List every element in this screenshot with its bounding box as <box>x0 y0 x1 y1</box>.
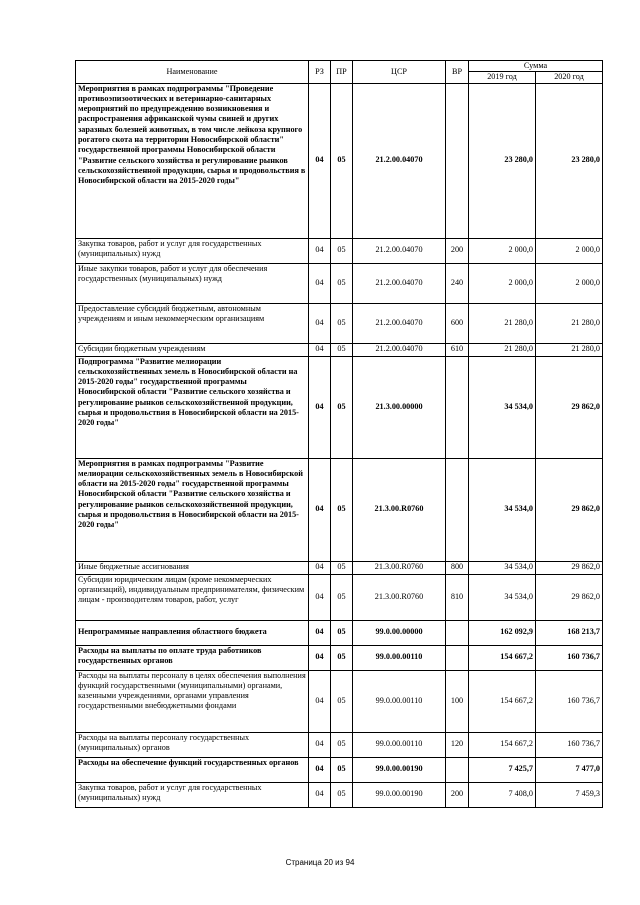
row-rz: 04 <box>309 238 331 263</box>
row-vr: 100 <box>446 670 469 732</box>
header-vr: ВР <box>446 61 469 84</box>
row-csr: 21.2.00.04070 <box>353 83 446 238</box>
row-name: Непрограммные направления областного бюджета <box>76 620 309 645</box>
row-rz: 04 <box>309 757 331 782</box>
row-name: Расходы на выплаты персоналу в целях обеспечения выполнения функций государственными (муниципальными) органами, казенными учреждениями, органами управления государственными внебюджетными фондами <box>76 670 309 732</box>
row-2019: 34 534,0 <box>469 561 536 574</box>
header-2019: 2019 год <box>469 72 536 83</box>
row-vr <box>446 83 469 238</box>
row-2020: 21 280,0 <box>536 343 603 356</box>
row-2019: 21 280,0 <box>469 303 536 343</box>
row-2020: 160 736,7 <box>536 670 603 732</box>
row-pr: 05 <box>331 732 353 757</box>
row-vr <box>446 757 469 782</box>
table-row <box>76 263 603 303</box>
row-pr: 05 <box>331 238 353 263</box>
row-name: Субсидии бюджетным учреждениям <box>76 343 309 356</box>
row-csr: 21.2.00.04070 <box>353 343 446 356</box>
row-name: Расходы на обеспечение функций государственных органов <box>76 757 309 782</box>
row-vr: 200 <box>446 782 469 807</box>
row-2020: 29 862,0 <box>536 458 603 561</box>
row-2019: 154 667,2 <box>469 732 536 757</box>
row-name: Расходы на выплаты по оплате труда работников государственных органов <box>76 645 309 670</box>
row-pr: 05 <box>331 343 353 356</box>
row-rz: 04 <box>309 732 331 757</box>
budget-table-wrapper <box>75 60 602 808</box>
row-2020: 7 459,3 <box>536 782 603 807</box>
row-2019: 162 092,9 <box>469 620 536 645</box>
row-vr: 810 <box>446 574 469 620</box>
row-2020: 29 862,0 <box>536 561 603 574</box>
row-vr: 800 <box>446 561 469 574</box>
row-vr <box>446 645 469 670</box>
row-vr: 120 <box>446 732 469 757</box>
row-2020: 29 862,0 <box>536 356 603 458</box>
row-csr: 99.0.00.00110 <box>353 732 446 757</box>
row-rz: 04 <box>309 670 331 732</box>
row-name: Субсидии юридическим лицам (кроме некоммерческих организаций), индивидуальным предпринимателям, физическим лицам - производителям товаров, работ, услуг <box>76 574 309 620</box>
row-pr: 05 <box>331 782 353 807</box>
row-2019: 34 534,0 <box>469 458 536 561</box>
row-2019: 2 000,0 <box>469 263 536 303</box>
table-row <box>76 561 603 574</box>
table-row <box>76 670 603 732</box>
table-row <box>76 83 603 238</box>
header-pr: ПР <box>331 61 353 84</box>
header-rz: РЗ <box>309 61 331 84</box>
row-vr <box>446 458 469 561</box>
row-csr: 99.0.00.00110 <box>353 645 446 670</box>
row-2020: 2 000,0 <box>536 238 603 263</box>
row-name: Предоставление субсидий бюджетным, автономным учреждениям и иным некоммерческим организациям <box>76 303 309 343</box>
row-pr: 05 <box>331 620 353 645</box>
row-pr: 05 <box>331 757 353 782</box>
row-rz: 04 <box>309 303 331 343</box>
row-name: Иные бюджетные ассигнования <box>76 561 309 574</box>
row-csr: 99.0.00.00110 <box>353 670 446 732</box>
row-rz: 04 <box>309 458 331 561</box>
row-2019: 2 000,0 <box>469 238 536 263</box>
table-row <box>76 645 603 670</box>
row-2020: 160 736,7 <box>536 732 603 757</box>
row-pr: 05 <box>331 670 353 732</box>
row-name: Закупка товаров, работ и услуг для государственных (муниципальных) нужд <box>76 238 309 263</box>
row-rz: 04 <box>309 620 331 645</box>
row-2020: 23 280,0 <box>536 83 603 238</box>
row-rz: 04 <box>309 645 331 670</box>
header-name: Наименование <box>76 61 309 84</box>
table-row <box>76 458 603 561</box>
row-csr: 99.0.00.00000 <box>353 620 446 645</box>
row-vr <box>446 620 469 645</box>
row-2019: 7 408,0 <box>469 782 536 807</box>
row-name: Мероприятия в рамках подпрограммы "Развитие мелиорации сельскохозяйственных земель в Новосибирской области на 2015-2020 годы" государственной программы Новосибирской области "Развитие сельского хозяйства и регулирование рынков сельскохозяйственной продукции, сырья и продовольствия в Новосибирской области на 2015-2020 годы" <box>76 458 309 561</box>
row-csr: 21.3.00.00000 <box>353 356 446 458</box>
table-row <box>76 620 603 645</box>
row-rz: 04 <box>309 263 331 303</box>
row-pr: 05 <box>331 263 353 303</box>
table-row <box>76 356 603 458</box>
row-vr <box>446 356 469 458</box>
row-pr: 05 <box>331 356 353 458</box>
table-row <box>76 732 603 757</box>
table-row <box>76 757 603 782</box>
row-2019: 34 534,0 <box>469 574 536 620</box>
row-csr: 21.3.00.R0760 <box>353 458 446 561</box>
header-sum: Сумма <box>469 61 603 72</box>
row-2020: 7 477,0 <box>536 757 603 782</box>
row-2020: 168 213,7 <box>536 620 603 645</box>
table-row <box>76 238 603 263</box>
row-rz: 04 <box>309 782 331 807</box>
row-rz: 04 <box>309 574 331 620</box>
row-2019: 154 667,2 <box>469 670 536 732</box>
row-2019: 7 425,7 <box>469 757 536 782</box>
table-row <box>76 343 603 356</box>
row-pr: 05 <box>331 458 353 561</box>
row-pr: 05 <box>331 574 353 620</box>
row-vr: 610 <box>446 343 469 356</box>
row-csr: 21.2.00.04070 <box>353 303 446 343</box>
row-name: Мероприятия в рамках подпрограммы "Проведение противоэпизоотических и ветеринарно-санитарных мероприятий по предупреждению возникновения и распространения африканской чумы свиней и других заразных болезней животных, в том числе лейкоза крупного рогатого скота на территории Новосибирской области" государственной программы Новосибирской области "Развитие сельского хозяйства и регулирование рынков сельскохозяйственной продукции, сырья и продовольствия в Новосибирской области на 2015-2020 годы" <box>76 83 309 238</box>
row-csr: 21.2.00.04070 <box>353 263 446 303</box>
table-body <box>76 83 603 807</box>
table-row <box>76 303 603 343</box>
table-row <box>76 574 603 620</box>
row-name: Иные закупки товаров, работ и услуг для обеспечения государственных (муниципальных) нужд <box>76 263 309 303</box>
row-pr: 05 <box>331 645 353 670</box>
row-2020: 29 862,0 <box>536 574 603 620</box>
row-vr: 200 <box>446 238 469 263</box>
row-pr: 05 <box>331 561 353 574</box>
table-row <box>76 782 603 807</box>
row-2019: 21 280,0 <box>469 343 536 356</box>
row-csr: 99.0.00.00190 <box>353 757 446 782</box>
row-2020: 21 280,0 <box>536 303 603 343</box>
header-2020: 2020 год <box>536 72 603 83</box>
row-rz: 04 <box>309 343 331 356</box>
row-name: Подпрограмма "Развитие мелиорации сельскохозяйственных земель в Новосибирской области на 2015-2020 годы" государственной программы Новосибирской области "Развитие сельского хозяйства и регулирование рынков сельскохозяйственной продукции, сырья и продовольствия в Новосибирской области на 2015-2020 годы" <box>76 356 309 458</box>
row-vr: 240 <box>446 263 469 303</box>
row-csr: 99.0.00.00190 <box>353 782 446 807</box>
row-vr: 600 <box>446 303 469 343</box>
header-csr: ЦСР <box>353 61 446 84</box>
row-csr: 21.2.00.04070 <box>353 238 446 263</box>
row-2019: 23 280,0 <box>469 83 536 238</box>
row-pr: 05 <box>331 303 353 343</box>
row-name: Расходы на выплаты персоналу государственных (муниципальных) органов <box>76 732 309 757</box>
row-rz: 04 <box>309 356 331 458</box>
page-number: Страница 20 из 94 <box>285 858 355 867</box>
row-2019: 154 667,2 <box>469 645 536 670</box>
row-rz: 04 <box>309 83 331 238</box>
row-2020: 2 000,0 <box>536 263 603 303</box>
row-csr: 21.3.00.R0760 <box>353 574 446 620</box>
row-2019: 34 534,0 <box>469 356 536 458</box>
budget-table <box>75 60 603 808</box>
row-2020: 160 736,7 <box>536 645 603 670</box>
row-rz: 04 <box>309 561 331 574</box>
row-pr: 05 <box>331 83 353 238</box>
row-name: Закупка товаров, работ и услуг для государственных (муниципальных) нужд <box>76 782 309 807</box>
row-csr: 21.3.00.R0760 <box>353 561 446 574</box>
